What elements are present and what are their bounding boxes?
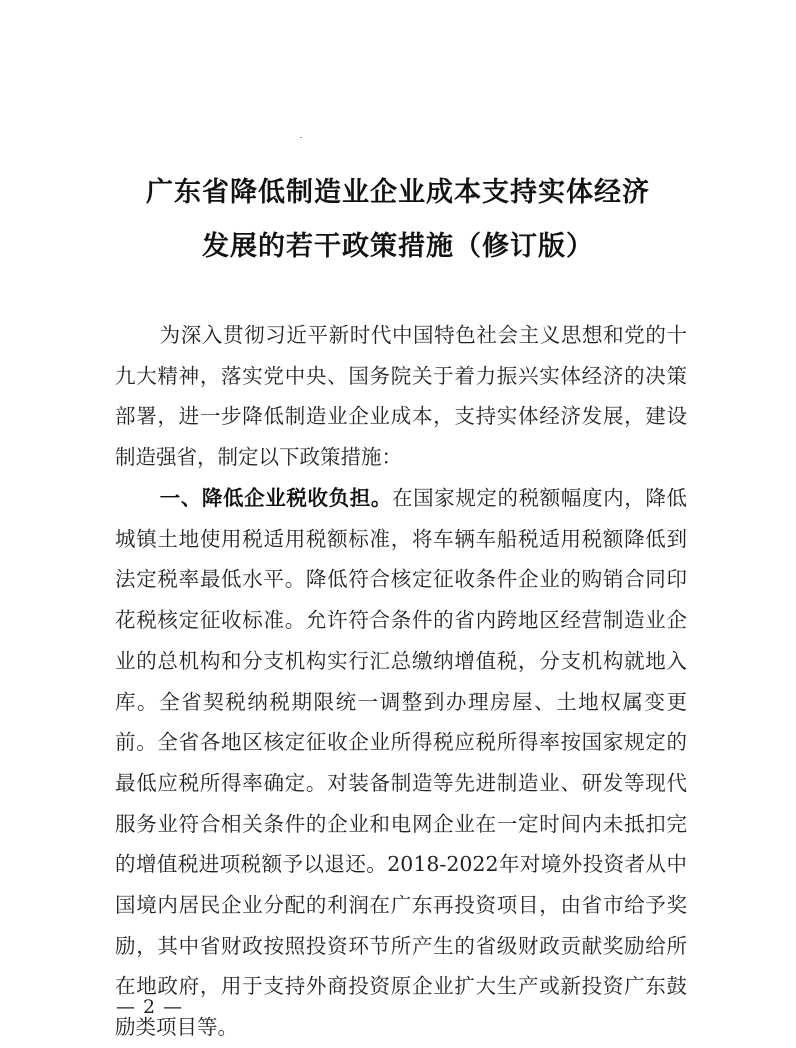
intro-paragraph-text: 为深入贯彻习近平新时代中国特色社会主义思想和党的十九大精神，落实党中央、国务院关于着力振兴实体经济的决策部署，进一步降低制造业企业成本，支持实体经济发展，建设制造强省，制定以下政策措施： — [115, 323, 687, 470]
section-1-heading: 一、降低企业税收负担。 — [159, 486, 392, 510]
section-1-paragraph — [115, 478, 687, 1048]
document-title-line-1: 广东省降低制造业企业成本支持实体经济 — [146, 177, 650, 208]
page-number: — 2 — — [116, 996, 184, 1018]
intro-paragraph — [115, 315, 687, 478]
scan-speck — [300, 137, 302, 138]
section-1-text: 在国家规定的税额幅度内，降低城镇土地使用税适用税额标准，将车辆车船税适用税额降低到法定税率最低水平。降低符合核定征收条件企业的购销合同印花税核定征收标准。允许符合条件的省内跨地区经营制造业企业的总机构和分支机构实行汇总缴纳增值税，分支机构就地入库。全省契税纳税期限统一调整到办理房屋、土地权属变更前。全省各地区核定征收企业所得税应税所得率按国家规定的最低应税所得率确定。对装备制造等先进制造业、研发等现代服务业符合相关条件的企业和电网企业在一定时间内未抵扣完的增值税进项税额予以退还。2018-2022年对境外投资者从中国境内居民企业分配的利润在广东再投资项目，由省市给予奖励，其中省财政按照投资环节所产生的省级财政贡献奖励给所在地政府，用于支持外商投资原企业扩大生产或新投资广东鼓励类项目等。 — [115, 486, 688, 1040]
document-title-line-2: 发展的若干政策措施（修订版） — [202, 231, 594, 262]
